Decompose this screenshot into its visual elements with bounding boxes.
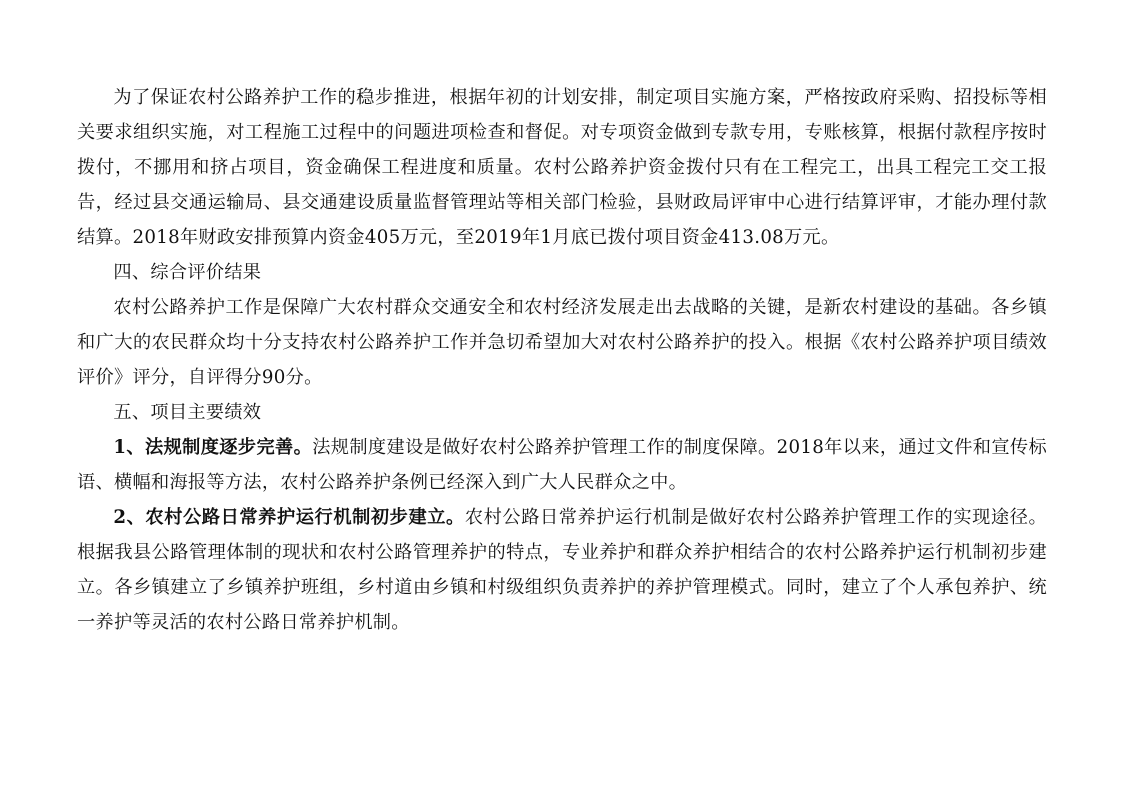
paragraph-funding-management: 为了保证农村公路养护工作的稳步推进，根据年初的计划安排，制定项目实施方案，严格按政府采购、招投标等相关要求组织实施，对工程施工过程中的问题进项检查和督促。对专项资金做到专款专用，专账核算，根据付款程序按时拨付，不挪用和挤占项目，资金确保工程进度和质量。农村公路养护资金拨付只有在工程完工，出具工程完工交工报告，经过县交通运输局、县交通建设质量监督管理站等相关部门检验，县财政局评审中心进行结算评审，才能办理付款结算。2018年财政安排预算内资金405万元，至2019年1月底已拨付项目资金413.08万元。: [77, 87, 1047, 248]
section-heading-main-performance: 五、项目主要绩效: [113, 402, 262, 423]
paragraph-regulations-text: 法规制度建设是做好农村公路养护管理工作的制度保障。2018年以来，通过文件和宣传标语、横幅和海报等方法，农村公路养护条例已经深入到广大人民群众之中。: [77, 437, 1047, 493]
paragraph-regulations: [77, 430, 1047, 500]
paragraph-maintenance-mechanism: [77, 500, 1047, 640]
paragraph-maintenance-mechanism-text: 农村公路日常养护运行机制是做好农村公路养护管理工作的实现途径。根据我县公路管理体制的现状和农村公路管理养护的特点，专业养护和群众养护相结合的农村公路养护运行机制初步建立。各乡镇建立了乡镇养护班组，乡村道由乡镇和村级组织负责养护的养护管理模式。同时，建立了个人承包养护、统一养护等灵活的农村公路日常养护机制。: [77, 507, 1047, 633]
paragraph-regulations-lead: 1、法规制度逐步完善。: [113, 437, 313, 458]
paragraph-overall-evaluation: 农村公路养护工作是保障广大农村群众交通安全和农村经济发展走出去战略的关键，是新农村建设的基础。各乡镇和广大的农民群众均十分支持农村公路养护工作并急切希望加大对农村公路养护的投入。根据《农村公路养护项目绩效评价》评分，自评得分90分。: [77, 297, 1047, 388]
document-page: [77, 80, 1047, 640]
section-heading-overall-evaluation: 四、综合评价结果: [113, 262, 262, 283]
paragraph-maintenance-mechanism-lead: 2、农村公路日常养护运行机制初步建立。: [113, 507, 465, 528]
